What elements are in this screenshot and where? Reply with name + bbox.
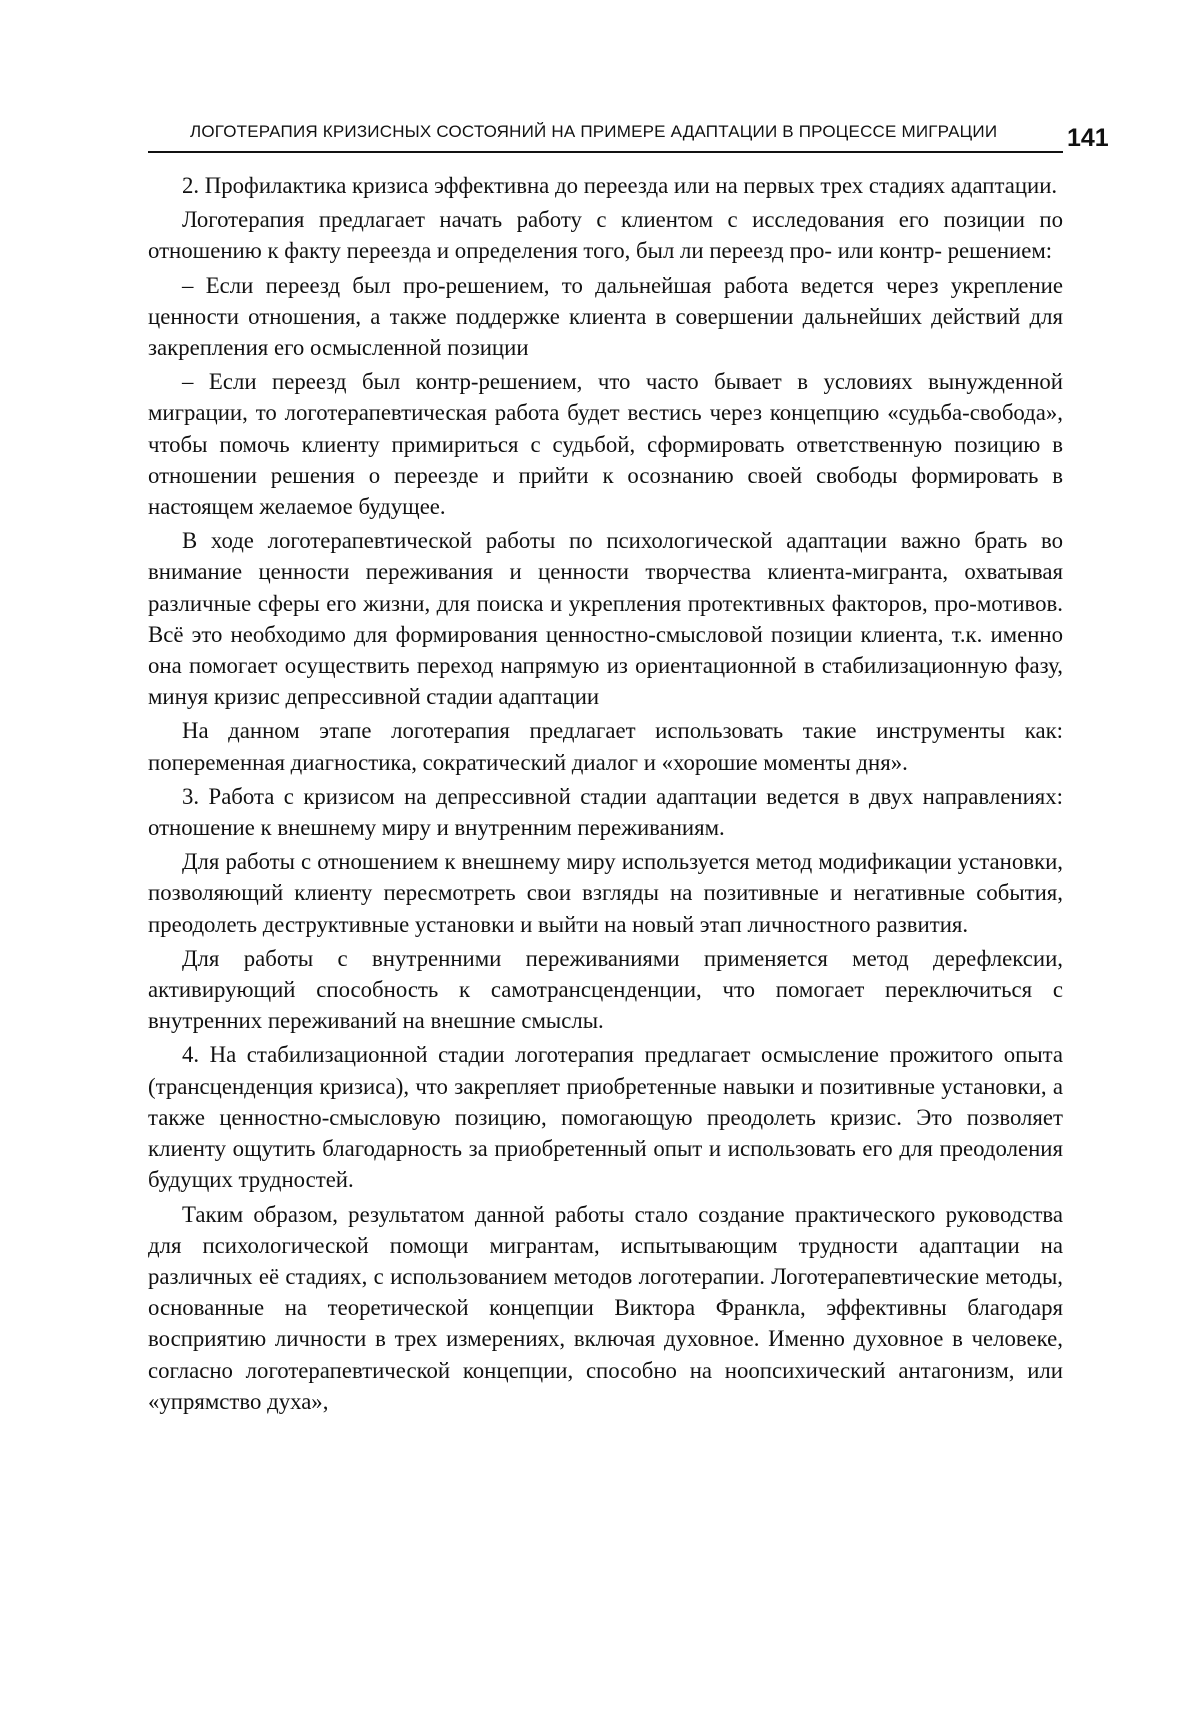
body-text <box>148 170 1063 1420</box>
running-header <box>148 118 1063 158</box>
paragraph: В ходе логотерапевтической работы по психологической адаптации важно брать во внимание ценности переживания и ценности творчества клиента-мигранта, охватывая различные сферы его жизни, для поиска и укрепления протективных факторов, про-мотивов. Всё это необходимо для формирования ценностно-смысловой позиции клиента, т.к. именно она помогает осуществить переход напрямую из ориентационной в стабилизационную фазу, минуя кризис депрессивной стадии адаптации <box>148 528 1063 710</box>
paragraph: На данном этапе логотерапия предлагает использовать такие инструменты как: попеременная диагностика, сократический диалог и «хорошие моменты дня». <box>148 718 1063 775</box>
paragraph: Логотерапия предлагает начать работу с клиентом с исследования его позиции по отношению к факту переезда и определения того, был ли переезд про- или контр- решением: <box>148 207 1063 264</box>
paragraph: 4. На стабилизационной стадии логотерапия предлагает осмысление прожитого опыта (трансценденция кризиса), что закрепляет приобретенные навыки и позитивные установки, а также ценностно-смысловую позицию, помогающую преодолеть кризис. Это позволяет клиенту ощутить благодарность за приобретенный опыт и использовать его для преодоления будущих трудностей. <box>148 1042 1063 1193</box>
paragraph: Для работы с внутренними переживаниями применяется метод дерефлексии, активирующий способность к самотрансценденции, что помогает переключиться с внутренних переживаний на внешние смыслы. <box>148 945 1063 1034</box>
paragraph: 3. Работа с кризисом на депрессивной стадии адаптации ведется в двух направлениях: отношение к внешнему миру и внутренним переживаниям. <box>148 783 1063 841</box>
running-header-title: ЛОГОТЕРАПИЯ КРИЗИСНЫХ СОСТОЯНИЙ НА ПРИМЕРЕ АДАПТАЦИИ В ПРОЦЕССЕ МИГРАЦИИ <box>190 122 998 141</box>
header-rule <box>148 151 1063 153</box>
paragraph: – Если переезд был про-решением, то дальнейшая работа ведется через укрепление ценности отношения, а также поддержке клиента в совершении дальнейших действий для закрепления его осмысленной позиции <box>148 272 1063 361</box>
page-number: 141 <box>1067 124 1109 152</box>
paragraph: 2. Профилактика кризиса эффективна до переезда или на первых трех стадиях адаптации. <box>182 173 1058 198</box>
paragraph: Таким образом, результатом данной работы стало создание практического руководства для психологической помощи мигрантам, испытывающим трудности адаптации на различных её стадиях, с использованием методов логотерапии. Логотерапевтические методы, основанные на теоретической концепции Виктора Франкла, эффективны благодаря восприятию личности в трех измерениях, включая духовное. Именно духовное в человеке, согласно логотерапевтической концепции, способно на ноопсихический антагонизм, или «упрямство духа», <box>148 1201 1063 1414</box>
paragraph: – Если переезд был контр-решением, что часто бывает в условиях вынужденной миграции, то логотерапевтическая работа будет вестись через концепцию «судьба-свобода», чтобы помочь клиенту примириться с судьбой, сформировать ответственную позицию в отношении решения о переезде и прийти к осознанию своей свободы формировать в настоящем желаемое будущее. <box>148 369 1063 520</box>
paragraph: Для работы с отношением к внешнему миру используется метод модификации установки, позволяющий клиенту пересмотреть свои взгляды на позитивные и негативные события, преодолеть деструктивные установки и выйти на новый этап личностного развития. <box>148 849 1063 937</box>
